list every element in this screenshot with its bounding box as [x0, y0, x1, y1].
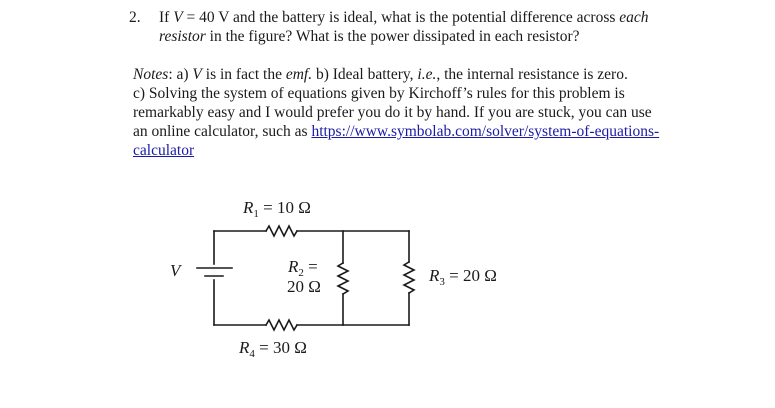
symbolab-link[interactable]: https://www.symbolab.com/solver/system-of-equations-: [311, 123, 660, 140]
problem-text-part: = 40 V and the battery is ideal, what is the potential difference across: [182, 9, 620, 26]
resistor-r3-label: $R_3 = 20$ Ω: [429, 266, 497, 288]
resistor-r1-zigzag: [266, 226, 297, 236]
resistor-r3-zigzag: [404, 262, 414, 293]
emphasis-resistor: resistor: [159, 28, 206, 45]
variable-v: V: [173, 9, 183, 26]
notes-text: an online calculator, such as: [133, 123, 312, 140]
emphasis-each: each: [619, 9, 649, 26]
emphasis-ie: i.e.: [417, 66, 437, 83]
emphasis-emf: emf.: [285, 66, 313, 83]
notes-line-2: c) Solving the system of equations given by Kirchoff’s rules for this problem is: [133, 85, 625, 102]
resistor-r4-label: $R_4 = 30$ Ω: [239, 338, 307, 360]
resistor-r4-zigzag: [266, 320, 297, 330]
problem-text-part: If: [159, 9, 174, 26]
notes-text: is in fact the: [201, 66, 286, 83]
notes-line-3: remarkably easy and I would prefer you do it by hand. If you are stuck, you can use: [133, 104, 652, 121]
notes-text: b) Ideal battery,: [312, 66, 418, 83]
resistor-r2-label: $R_2$ =: [288, 257, 318, 279]
problem-text-part: in the figure? What is the power dissipated in each resistor?: [205, 28, 580, 45]
battery-label: V: [170, 261, 181, 280]
resistor-r2-zigzag: [338, 263, 348, 294]
resistor-r2-value: 20 Ω: [287, 277, 321, 296]
notes-label: Notes: [133, 66, 169, 83]
variable-v: V: [192, 66, 202, 83]
problem-number: 2.: [129, 9, 141, 26]
resistor-r1-label: $R_1 = 10$ Ω: [243, 198, 311, 220]
symbolab-link-continued[interactable]: calculator: [133, 142, 195, 159]
notes-text: , the internal resistance is zero.: [436, 66, 628, 83]
notes-text: : a): [168, 66, 193, 83]
